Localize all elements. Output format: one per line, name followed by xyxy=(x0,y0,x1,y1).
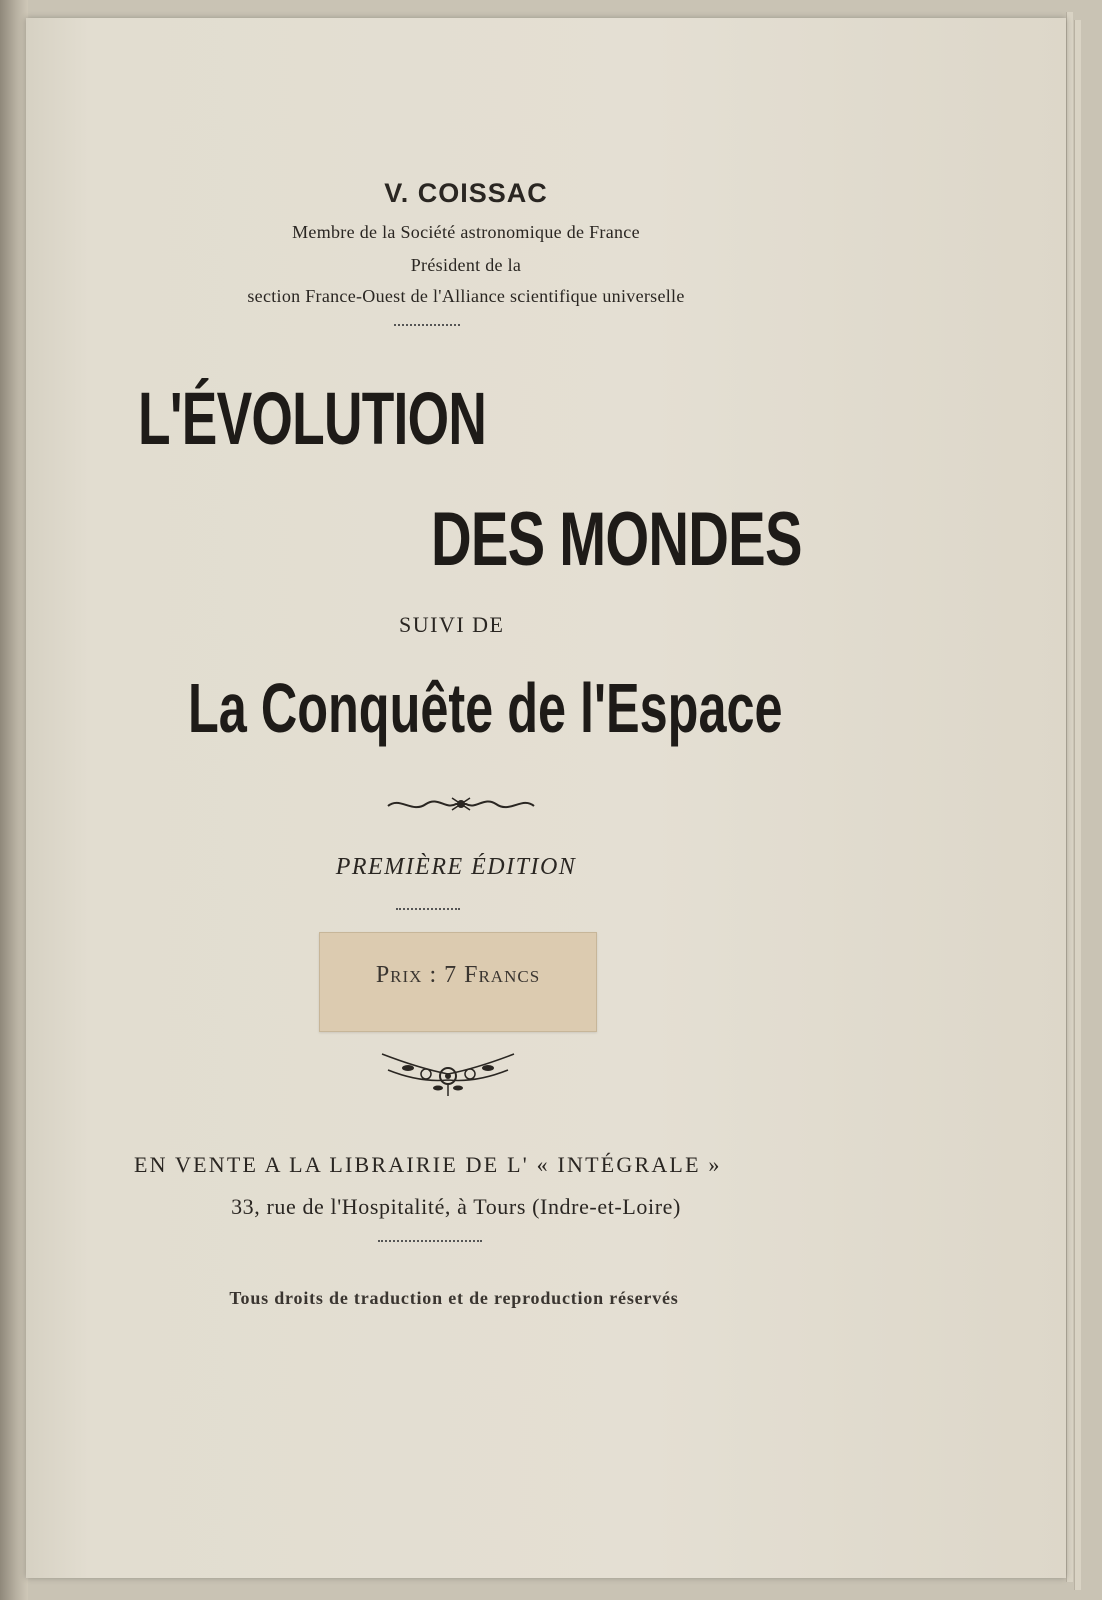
ornament-flourish-icon xyxy=(386,790,536,820)
affiliation-line: Membre de la Société astronomique de France xyxy=(292,222,640,242)
affiliation-line: section France-Ouest de l'Alliance scientifique universelle xyxy=(247,286,685,306)
title-connector: SUIVI DE xyxy=(399,612,505,637)
page-stack-edge xyxy=(1066,12,1073,1582)
floral-ornament-icon xyxy=(378,1044,518,1100)
title-page xyxy=(26,18,1066,1578)
book-spine-edge xyxy=(0,0,28,1600)
subtitle: La Conquête de l'Espace xyxy=(188,669,783,747)
divider-rule xyxy=(396,908,460,910)
price-text: Prix : 7 Francs xyxy=(375,962,541,988)
publisher-address: 33, rue de l'Hospitalité, à Tours (Indre-et-Loire) xyxy=(231,1194,681,1219)
divider-rule xyxy=(394,324,460,326)
affiliation-line: Président de la xyxy=(410,255,522,275)
divider-rule xyxy=(378,1240,482,1242)
page-stack-edge xyxy=(1074,20,1081,1590)
edition-label: PREMIÈRE ÉDITION xyxy=(335,854,577,880)
price-sticker xyxy=(319,932,597,1032)
sale-notice: EN VENTE A LA LIBRAIRIE DE L' « INTÉGRALE » xyxy=(134,1152,722,1177)
rights-notice: Tous droits de traduction et de reproduction réservés xyxy=(229,1288,679,1308)
main-title-line-2: DES MONDES xyxy=(431,497,802,582)
main-title-line-1: L'ÉVOLUTION xyxy=(138,377,487,460)
author-name: V. COISSAC xyxy=(384,178,548,208)
